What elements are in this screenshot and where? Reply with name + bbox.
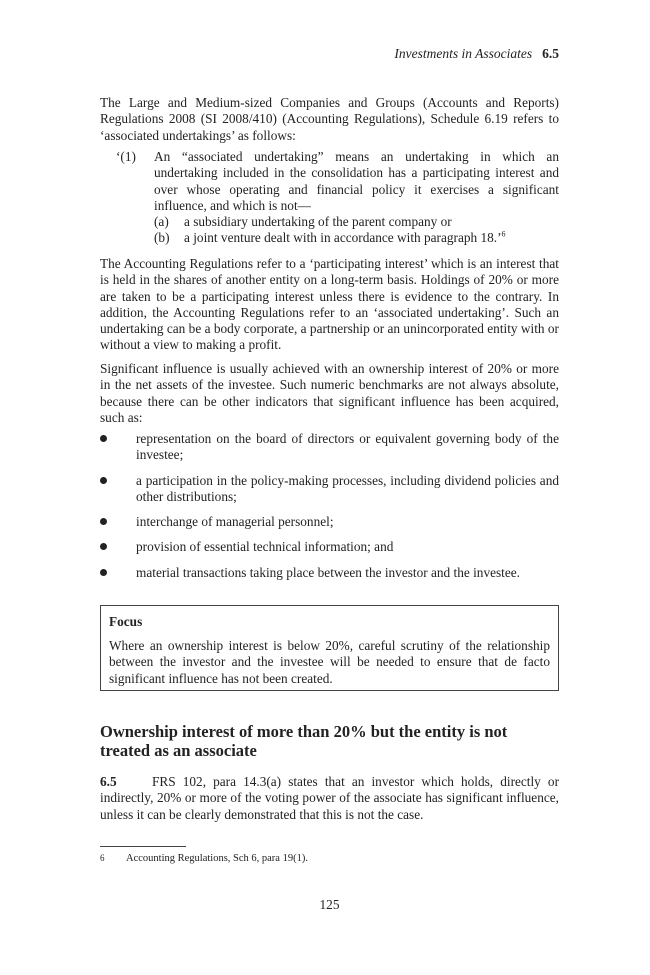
- running-head-section: 6.5: [542, 46, 559, 61]
- focus-text: Where an ownership interest is below 20%, careful scrutiny of the relationship between the investor and the investee will be needed to ensure that de facto significant influence has not been created.: [109, 638, 550, 686]
- quote-item-a: [154, 214, 559, 230]
- footnote-mark: 6: [100, 853, 105, 863]
- quote-number: ‘(1): [116, 149, 136, 164]
- bullet-icon: [100, 569, 107, 576]
- bullet-icon: [100, 477, 107, 484]
- quote-item-label: (a): [154, 214, 169, 229]
- quote-item-b: [154, 230, 559, 246]
- running-head: [394, 46, 559, 62]
- footnote: [100, 853, 308, 864]
- list-item-text: interchange of managerial personnel;: [136, 514, 334, 529]
- focus-title: Focus: [109, 614, 143, 629]
- bullet-icon: [100, 435, 107, 442]
- list-item-text: material transactions taking place between the investor and the investee.: [136, 565, 520, 580]
- footnote-divider: [100, 846, 186, 847]
- paragraph-regulations-intro: The Large and Medium-sized Companies and Groups (Accounts and Reports) Regulations 2008 (SI 2008/410) (Accounting Regulations), Schedule 6.19 refers to ‘associated undertakings’ as follows:: [100, 95, 559, 143]
- paragraph-participating-interest: The Accounting Regulations refer to a ‘participating interest’ which is an interest that is held in the shares of another entity on a long-term basis. Holdings of 20% or more are taken to be a participating interest unless there is evidence to the contrary. In addition, the Accounting Regulations refer to an ‘associated undertaking’. Such an undertaking can be a body corporate, a partnership or an unincorporated entity with or without a view to making a profit.: [100, 256, 559, 353]
- paragraph-6-5: [100, 774, 559, 823]
- page-number: 125: [319, 897, 340, 912]
- paragraph-significant-influence: Significant influence is usually achieved with an ownership interest of 20% or more in the net assets of the investee. Such numeric benchmarks are not always absolute, because there can be other indicators that significant influence has been acquired, such as:: [100, 361, 559, 425]
- bullet-icon: [100, 518, 107, 525]
- running-head-title: Investments in Associates: [394, 46, 533, 61]
- focus-box: [100, 605, 559, 691]
- list-item-text: representation on the board of directors or equivalent governing body of the investee;: [136, 431, 559, 463]
- list-item-text: provision of essential technical information; and: [136, 539, 394, 554]
- paragraph-text: FRS 102, para 14.3(a) states that an investor which holds, directly or indirectly, 20% or more of the voting power of the associate has significant influence, unless it can be clearly demonstrated that this is not the case.: [100, 774, 559, 822]
- quote-text: An “associated undertaking” means an undertaking in which an undertaking included in the consolidation has a participating interest and over whose operating and financial policy it exercises a significant influence, and which is not—: [154, 149, 559, 213]
- quote-item-text: a subsidiary undertaking of the parent company or: [184, 214, 452, 229]
- section-heading: Ownership interest of more than 20% but the entity is not treated as an associate: [100, 722, 508, 760]
- list-item-text: a participation in the policy-making processes, including dividend policies and other distributions;: [136, 473, 559, 505]
- paragraph-number: 6.5: [100, 774, 117, 789]
- bullet-icon: [100, 543, 107, 550]
- quote-item-label: (b): [154, 230, 170, 245]
- footnote-reference: 6: [501, 229, 506, 239]
- footnote-text: Accounting Regulations, Sch 6, para 19(1).: [126, 853, 308, 864]
- quote-item-text: a joint venture dealt with in accordance with paragraph 18.’: [184, 230, 502, 245]
